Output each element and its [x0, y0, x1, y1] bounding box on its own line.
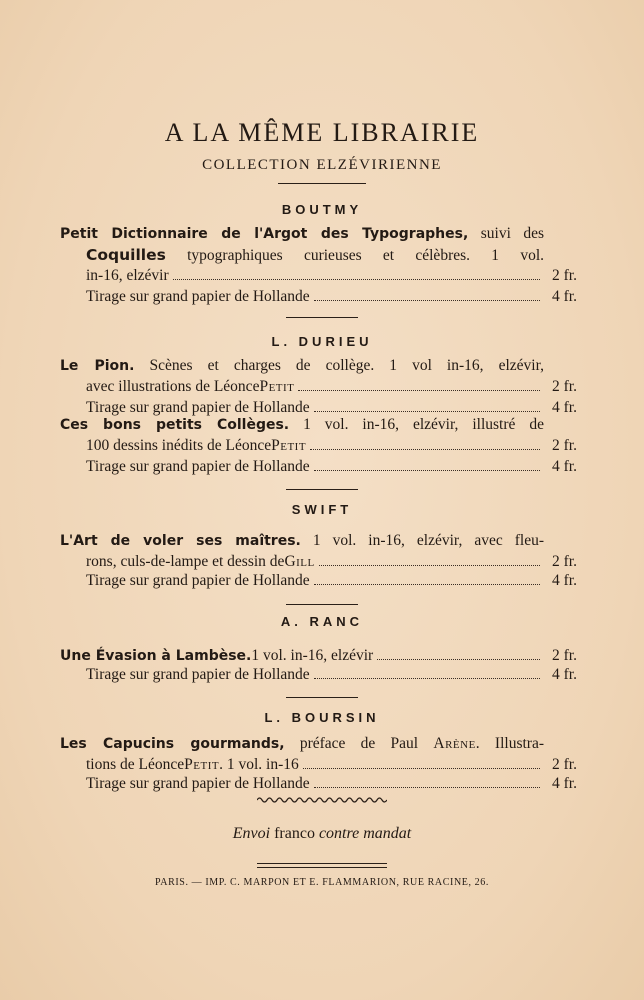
entry-text: typographiques curieuses et célèbres. 1 vol.: [165, 247, 544, 264]
author-name: Petit: [184, 756, 220, 773]
work-title: Petit Dictionnaire de l'Argot des Typographes,: [60, 226, 469, 242]
author-heading: BOUTMY: [281, 202, 363, 217]
author-heading: L. DURIEU: [271, 334, 373, 349]
price: 4 fr.: [552, 666, 577, 683]
entry-text: rons, culs-de-lampe et dessin de: [86, 553, 285, 570]
price: 4 fr.: [552, 775, 577, 792]
entry-line: [60, 733, 544, 755]
dot-leader: [173, 279, 540, 280]
dot-leader: [310, 449, 540, 450]
author-heading: L. BOURSIN: [264, 710, 380, 725]
entry-line: [60, 355, 544, 377]
price: 2 fr.: [552, 756, 577, 773]
dot-leader: [314, 678, 540, 679]
double-rule-top: [257, 863, 387, 864]
work-title: L'Art de voler ses maîtres.: [60, 533, 301, 549]
entry-text: Scènes et charges de collège. 1 vol in-16, elzévir,: [134, 357, 544, 374]
entry-text: 1 vol. in-16, elzévir, illustré de: [289, 416, 544, 433]
entry-text: Tirage sur grand papier de Hollande: [86, 666, 310, 683]
entry-line: [60, 530, 544, 552]
entry-line: [60, 223, 544, 245]
entry-line: [86, 664, 544, 686]
dot-leader: [314, 300, 540, 301]
dot-leader: [377, 659, 540, 660]
entry-text: 1 vol. in-16, elzévir, avec fleu-: [300, 532, 544, 549]
dot-leader: [303, 768, 540, 769]
entry-line: [86, 376, 544, 398]
author-name: Petit: [271, 437, 307, 454]
entry-text: tions de Léonce: [86, 756, 185, 773]
author-name: Petit: [259, 378, 295, 395]
divider-rule: [278, 183, 366, 184]
dot-leader: [314, 470, 540, 471]
divider-rule: [286, 604, 358, 605]
divider-rule: [286, 489, 358, 490]
entry-line: [86, 286, 544, 308]
price: 2 fr.: [552, 553, 577, 570]
entry-line: [86, 773, 544, 795]
dot-leader: [314, 787, 540, 788]
entry-line: [86, 244, 544, 266]
work-title: Les Capucins gourmands,: [60, 736, 285, 752]
shipping-note: [0, 825, 644, 843]
price: 2 fr.: [552, 437, 577, 454]
envoi-word: Envoi: [232, 825, 271, 842]
price: 4 fr.: [552, 288, 577, 305]
work-title: Ces bons petits Collèges.: [60, 417, 290, 433]
entry-text: avec illustrations de Léonce: [86, 378, 260, 395]
author-heading: SWIFT: [291, 502, 353, 517]
entry-text: Tirage sur grand papier de Hollande: [86, 288, 310, 305]
page-title: A LA MÊME LIBRAIRIE: [164, 118, 480, 147]
entry-text: Tirage sur grand papier de Hollande: [86, 775, 310, 792]
entry-line: [86, 456, 544, 478]
dot-leader: [298, 390, 540, 391]
price: 4 fr.: [552, 572, 577, 589]
wavy-ornament-rule: [257, 796, 387, 804]
entry-line: [86, 435, 544, 457]
entry-text: suivi des: [468, 225, 544, 242]
entry-line: [86, 265, 544, 287]
dot-leader: [314, 411, 540, 412]
divider-rule: [286, 317, 358, 318]
dot-leader: [319, 565, 540, 566]
contre-mandat-text: contre mandat: [318, 825, 412, 842]
divider-rule: [286, 697, 358, 698]
entry-text: 1 vol. in-16, elzévir: [251, 647, 374, 664]
entry-line: [86, 570, 544, 592]
price: 4 fr.: [552, 399, 577, 416]
price: 2 fr.: [552, 378, 577, 395]
author-name: Gill: [284, 553, 315, 570]
price: 2 fr.: [552, 647, 577, 664]
price: 4 fr.: [552, 458, 577, 475]
author-heading: A. RANC: [280, 614, 364, 629]
entry-text: préface de Paul: [284, 735, 434, 752]
double-rule-bottom: [257, 867, 387, 868]
entry-text: . Illustra-: [475, 735, 544, 752]
entry-text: in-16, elzévir: [86, 267, 169, 284]
franco-word: franco: [270, 825, 319, 842]
printer-imprint: PARIS. — IMP. C. MARPON ET E. FLAMMARION, RUE RACINE, 26.: [155, 877, 489, 888]
work-title: Une Évasion à Lambèse.: [60, 648, 252, 664]
author-name: Arène: [433, 735, 476, 752]
collection-subtitle: COLLECTION ELZÉVIRIENNE: [202, 157, 442, 173]
entry-line: [60, 414, 544, 436]
work-title: Le Pion.: [60, 358, 135, 374]
dot-leader: [314, 584, 540, 585]
entry-text: Tirage sur grand papier de Hollande: [86, 458, 310, 475]
entry-text: . 1 vol. in-16: [219, 756, 299, 773]
entry-text: Tirage sur grand papier de Hollande: [86, 572, 310, 589]
work-title-emphasis: Coquilles: [86, 246, 166, 264]
entry-text: 100 dessins inédits de Léonce: [86, 437, 272, 454]
entry-text: Tirage sur grand papier de Hollande: [86, 399, 310, 416]
price: 2 fr.: [552, 267, 577, 284]
